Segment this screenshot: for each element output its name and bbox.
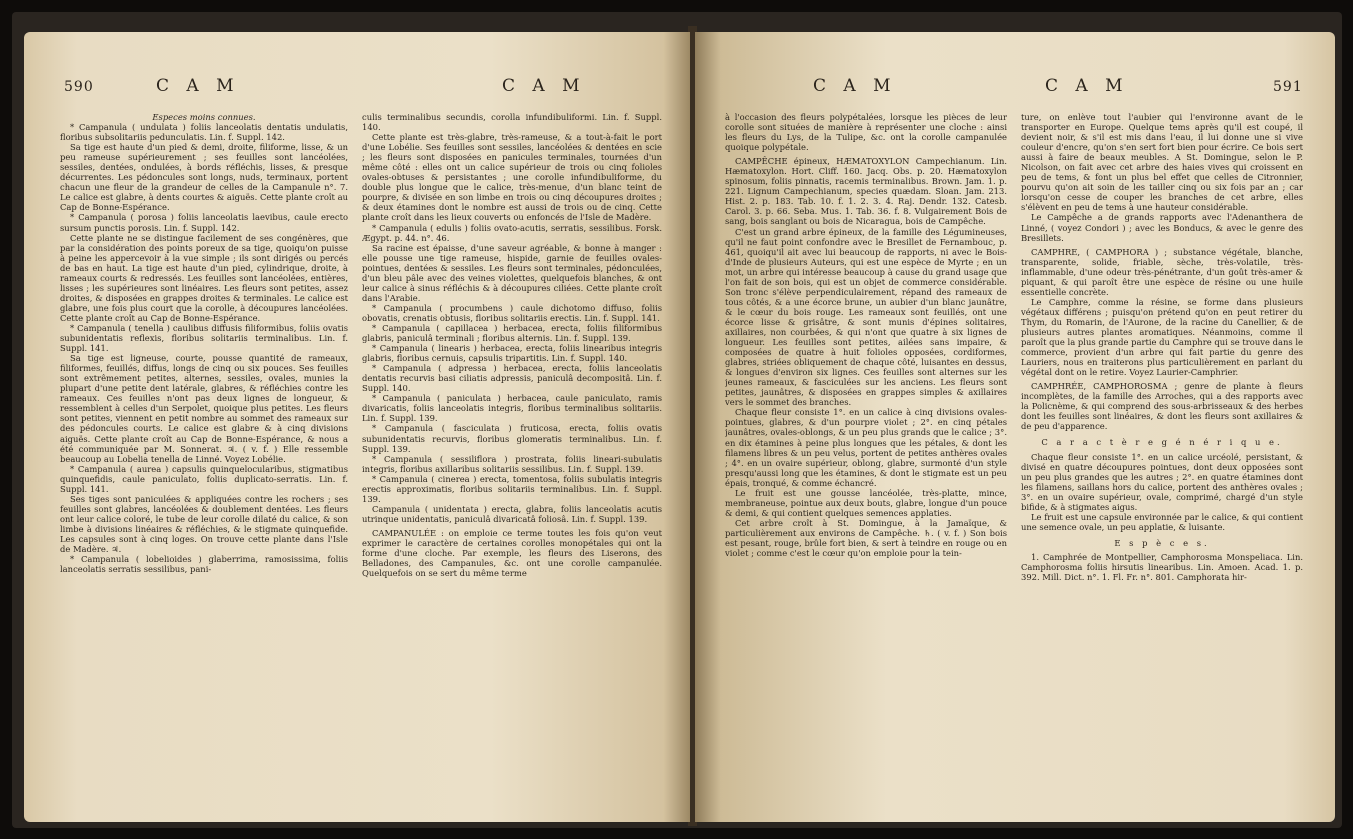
paragraph: C'est un grand arbre épineux, de la famille des Légumineuses, qu'il ne faut point confondre avec le Bresillet de Fernambouc, p. 461, quoiqu'il ait avec lui beaucoup de rapports, ni avec le Bois-d'Inde de plusieurs Auteurs, qui est une espèce de Myrte ; en un mot, un arbre qui intéresse beaucoup à cause du grand usage que l'on fait de son bois, qui est un objet de commerce considérable. Son tronc s'élève perpendiculairement, répand des rameaux de tous côtés, & a une écorce brune, un aubier d'un blanc jaunâtre, & le cœur du bois rouge. Les rameaux sont feuillés, ont une écorce lisse & grisâtre, & sont munis d'épines solitaires, axillaires, non courbées, & qui n'ont que quatre à six lignes de longueur. Les feuilles sont petites, ailées sans impaire, & composées de quatre à huit folioles opposées, cordiformes, glabres, striées obliquement de chaque côté, luisantes en dessus, & longues d'environ six lignes. Ces feuilles sont alternes sur les jeunes rameaux, & fasciculées sur les anciens. Les fleurs sont petites, jaunâtres, & disposées en grappes simples & axillaires vers le sommet des branches. (725, 226, 1007, 408)
page-number: 591 (1273, 79, 1303, 95)
paragraph: Sa tige est ligneuse, courte, pousse quantité de rameaux, filiformes, feuillés, diffus, longs de cinq ou six pouces. Ses feuilles sont extrêmement petites, alternes, sessiles, ovales, munies la plupart d'une petite dent latérale, glabres, & réfléchies contre les rameaux. Ces feuilles n'ont pas deux lignes de longueur, & ressemblent à celles d'un Serpolet, quoique plus petites. Les fleurs sont petites, viennent en petit nombre au sommet des rameaux sur des pédoncules courts. Le calice est glabre & à cinq divisions aiguës. Cette plante croît au Cap de Bonne-Espérance, & nous a été communiquée par M. Sonnerat. ♃. ( v. f. ) Elle ressemble beaucoup au Lobelia tenella de Linné. Voyez Lobélie. (60, 353, 348, 464)
paragraph: Chaque fleur consiste 1°. en un calice urcéolé, persistant, & divisé en quatre découpures pointues, dont deux opposées sont un peu plus grandes que les autres ; 2°. en quatre étamines dont les filamens, saillans hors du calice, portent des anthères ovales ; 3°. en un ovaire supérieur, ovale, comprimé, chargé d'un style bifide, & à stigmates aigus. (1021, 451, 1303, 512)
paragraph: * Campanula ( cinerea ) erecta, tomentosa, foliis subulatis integris erectis approximatis, floribus solitariis terminalibus. Lin. f. Suppl. 139. (362, 473, 662, 504)
paragraph: Ses tiges sont paniculées & appliquées contre les rochers ; ses feuilles sont glabres, lancéolées & doublement dentées. Les fleurs ont leur calice coloré, le tube de leur corolle dilaté du calice, & son limbe à divisions linéaires & réfléchies, & le stigmate quinquefide. Les capsules sont à cinq loges. On trouve cette plante dans l'Isle de Madère. ♃. (60, 493, 348, 555)
paragraph: CAMPÊCHE épineux, HÆMATOXYLON Campechianum. Lin. Hæmatoxylon. Hort. Cliff. 160. Jacq. Obs. p. 20. Hæmatoxylon spinosum, foliis pinnatis, racemis terminalibus. Brown. Jam. 1. p. 221. Lignum Campechianum, species quædam. Sloan. Jam. 213. Hist. 2. p. 183. Tab. 10. f. 1. 2. 3. 4. Raj. Dendr. 132. Catesb. Carol. 3. p. 66. Seba. Mus. 1. Tab. 36. f. 8. Vulgairement Bois de sang, bois sanglant ou bois de Nicaragua, bois de Campêche. (725, 156, 1007, 227)
paragraph: E s p è c e s. (1114, 537, 1210, 548)
paragraph: à l'occasion des fleurs polypétalées, lorsque les pièces de leur corolle sont situées de manière à représenter une cloche : ainsi les fleurs du Lys, de la Tulipe, &c. ont la corolle campanulée quoique polypétale. (725, 112, 1007, 153)
paragraph: * Campanula ( capillacea ) herbacea, erecta, foliis filiformibus glabris, paniculâ terminali ; floribus alternis. Lin. f. Suppl. 139. (362, 322, 662, 344)
paragraph: * Campanula ( paniculata ) herbacea, caule paniculato, ramis divaricatis, foliis lanceolatis integris, floribus terminalibus solitariis. Lin. f. Suppl. 139. (362, 393, 662, 424)
paragraph: Sa tige est haute d'un pied & demi, droite, filiforme, lisse, & un peu rameuse supérieurement ; ses feuilles sont lancéolées, sessiles, dentées, ondulées, à bords réfléchis, lisses, & presque décurrentes. Les pédoncules sont longs, nuds, terminaux, portent chacun une fleur de la grandeur de celles de la Campanule n°. 7. Le calice est glabre, à dents courtes & aiguës. Cette plante croît au Cap de Bonne-Espérance. (60, 142, 348, 213)
text-column-2 (362, 112, 662, 802)
paragraph: * Campanula ( undulata ) foliis lanceolatis dentatis undulatis, floribus subsolitariis pedunculatis. Lin. f. Suppl. 142. (60, 122, 348, 143)
paragraph: C a r a c t è r e g é n é r i q u e. (1041, 437, 1283, 448)
paragraph: * Campanula ( tenella ) caulibus diffusis filiformibus, foliis ovatis subunidentatis reflexis, floribus solitariis terminalibus. Lin. f. Suppl. 141. (60, 322, 348, 354)
paragraph: ture, on enlève tout l'aubier qui l'environne avant de le transporter en Europe. Quelque tems après qu'il est coupé, il devient noir, & s'il est mis dans l'eau, il lui donne une si vive couleur d'encre, qu'on s'en sert fort bien pour écrire. Ce bois sert aussi à faire de beaux meubles. A St. Domingue, selon le P. Nicolson, on fait avec cet arbre des haies vives qui croissent en peu de tems, & font un plus bel effet que celles de Citronnier, pourvu qu'on ait soin de les tailler cinq ou six fois par an ; car lorsqu'on cesse de couper les branches de cet arbre, elles s'élèvent en peu de tems à une hauteur considérable. (1021, 112, 1303, 213)
paragraph: Cette plante ne se distingue facilement de ses congénères, que par la considération des points poreux de sa tige, quoiqu'on puisse à peine les appercevoir à la vue simple ; ils sont dirigés ou percés de bas en haut. La tige est haute d'un pied, cylindrique, droite, à rameaux courts & redressés. Les feuilles sont lancéolées, entières, lisses ; les supérieures sont linéaires. Les fleurs sont petites, assez droites, & disposées en grappes droites & terminales. Le calice est glabre, une fois plus court que la corolle, à découpures lancéolées. Cette plante croît au Cap de Bonne-Espérance. (60, 232, 348, 323)
paragraph: * Campanula ( aurea ) capsulis quinquelocularibus, stigmatibus quinquefidis, caule paniculato, foliis duplicato-serratis. Lin. f. Suppl. 141. (60, 463, 348, 494)
paragraph: CAMPHRE, ( CAMPHORA ) ; substance végétale, blanche, transparente, solide, friable, sèche, très-volatile, très-inflammable, d'une odeur très-pénétrante, d'un goût très-amer & piquant, & qui paroît être une espèce de résine ou une huile essentielle concrète. (1021, 246, 1303, 297)
paragraph: * Campanula ( linearis ) herbacea, erecta, foliis linearibus integris glabris, floribus cernuis, capsulis tripartitis. Lin. f. Suppl. 140. (362, 343, 662, 364)
paragraph: Chaque fleur consiste 1°. en un calice à cinq divisions ovales-pointues, glabres, & d'un pourpre violet ; 2°. en cinq pétales jaunâtres, ovales-oblongs, & un peu plus grands que le calice ; 3°. en dix étamines à peine plus longues que les pétales, & dont les filamens libres & un peu velus, portent de petites anthères ovales ; 4°. en un ovaire supérieur, oblong, glabre, surmonté d'un style presqu'aussi long que les étamines, & dont le stigmate est un peu épais, tronqué, & comme échancré. (725, 407, 1007, 488)
paragraph: CAMPANULÉE : on emploie ce terme toutes les fois qu'on veut exprimer le caractère de certaines corolles monopétales qui ont la forme d'une cloche. Par exemple, les fleurs des Liserons, des Belladones, des Campanules, &c. ont une corolle campanulée. Quelquefois on se sert du même terme (362, 527, 662, 579)
paragraph: CAMPHRÉE, CAMPHOROSMA ; genre de plante à fleurs incomplètes, de la famille des Arroches, qui a des rapports avec la Policnème, & qui comprend des sous-arbrisseaux & des herbes dont les feuilles sont linéaires, & dont les fleurs sont axillaires & de peu d'apparence. (1021, 381, 1303, 432)
paragraph: Sa racine est épaisse, d'une saveur agréable, & bonne à manger : elle pousse une tige rameuse, hispide, garnie de feuilles ovales-pointues, dentées & sessiles. Les fleurs sont terminales, pédonculées, d'un bleu pâle avec des veines violettes, quelquefois blanches, & ont leur calice à sinus réfléchis & à découpures ciliées. Cette plante croît dans l'Arabie. (362, 242, 662, 303)
paragraph: culis terminalibus secundis, corolla infundibuliformi. Lin. f. Suppl. 140. (362, 112, 662, 133)
running-header: C A M (813, 76, 897, 96)
paragraph: 1. Camphrée de Montpellier, Camphorosma Monspeliaca. Lin. Camphorosma foliis hirsutis linearibus. Lin. Amoen. Acad. 1. p. 392. Mill. Dict. n°. 1. Fl. Fr. n°. 801. Camphorata hir- (1021, 551, 1303, 583)
paragraph: Campanula ( unidentata ) erecta, glabra, foliis lanceolatis acutis utrinque unidentatis, paniculâ divaricatâ foliosâ. Lin. f. Suppl. 139. (362, 503, 662, 524)
book-spread (12, 12, 1342, 828)
text-column-2 (1021, 112, 1303, 802)
running-header: C A M (156, 76, 240, 96)
paragraph: Le Campêche a de grands rapports avec l'Adenanthera de Linné, ( voyez Condori ) ; avec les Bonducs, & avec le genre des Bresillets. (1021, 212, 1303, 243)
paragraph: * Campanula ( lobelioides ) glaberrima, ramosissima, foliis lanceolatis serratis sessilibus, pani- (60, 554, 348, 575)
paragraph: * Campanula ( fasciculata ) fruticosa, erecta, foliis ovatis subunidentatis recurvis, floribus glomeratis terminalibus. Lin. f. Suppl. 139. (362, 423, 662, 454)
paragraph: Especes moins connues. (152, 112, 256, 122)
running-header: C A M (502, 76, 586, 96)
paragraph: Le Camphre, comme la résine, se forme dans plusieurs végétaux différens ; puisqu'on prétend qu'on en peut retirer du Thym, du Romarin, de l'Aurone, de la racine du Canellier, & de plusieurs autres plantes aromatiques. Néanmoins, comme il paroît que la plus grande partie du Camphre qui se trouve dans le commerce, provient d'un arbre qui fait partie du genre des Lauriers, nous en traiterons plus particulièrement en parlant du végétal dont on le retire. Voyez Laurier-Camphrier. (1021, 296, 1303, 378)
paragraph: Cette plante est très-glabre, très-rameuse, & a tout-à-fait le port d'une Lobélie. Ses feuilles sont sessiles, lancéolées & dentées en scie ; les fleurs sont disposées en panicules terminales, tournées d'un même côté : elles ont un calice supérieur de trois ou cinq folioles ovales-obtuses & persistantes ; une corolle infundibuliforme, du double plus longue que le calice, très-menue, d'un blanc teint de pourpre, & divisée en son limbe en trois ou cinq découpures droites ; & deux étamines dont le nombre est aussi de trois ou de cinq. Cette plante croît dans les lieux couverts ou enfoncés de l'Isle de Madère. (362, 132, 662, 223)
paragraph: * Campanula ( porosa ) foliis lanceolatis laevibus, caule erecto sursum punctis porosis. Lin. f. Suppl. 142. (60, 212, 348, 233)
right-page (695, 32, 1335, 822)
paragraph: Le fruit est une capsule environnée par le calice, & qui contient une semence ovale, un peu applatie, & luisante. (1021, 511, 1303, 532)
paragraph: * Campanula ( procumbens ) caule dichotomo diffuso, foliis obovatis, crenatis obtusis, floribus solitariis erectis. Lin. f. Suppl. 141. (362, 302, 662, 323)
paragraph: Le fruit est une gousse lancéolée, très-platte, mince, membraneuse, pointue aux deux bouts, glabre, longue d'un pouce & demi, & qui contient quelques semences applaties. (725, 487, 1007, 518)
text-column-1 (60, 112, 348, 802)
text-column-1 (725, 112, 1007, 802)
page-number: 590 (64, 79, 94, 95)
paragraph: * Campanula ( adpressa ) herbacea, erecta, foliis lanceolatis dentatis recurvis basi ciliatis adpressis, paniculâ decompositâ. Lin. f. Suppl. 140. (362, 363, 662, 394)
paragraph: * Campanula ( edulis ) foliis ovato-acutis, serratis, sessilibus. Forsk. Ægypt. p. 44. n°. 46. (362, 222, 662, 243)
left-page (24, 32, 690, 822)
paragraph: * Campanula ( sessiliflora ) prostrata, foliis lineari-subulatis integris, floribus axillaribus solitariis sessilibus. Lin. f. Suppl. 139. (362, 453, 662, 474)
paragraph: Cet arbre croît à St. Domingue, à la Jamaïque, & particulièrement aux environs de Campêche. ♄. ( v. f. ) Son bois est pesant, rouge, brûle fort bien, & sert à teindre en rouge ou en violet ; comme c'est le cœur qu'on emploie pour la tein- (725, 517, 1007, 559)
running-header: C A M (1045, 76, 1129, 96)
